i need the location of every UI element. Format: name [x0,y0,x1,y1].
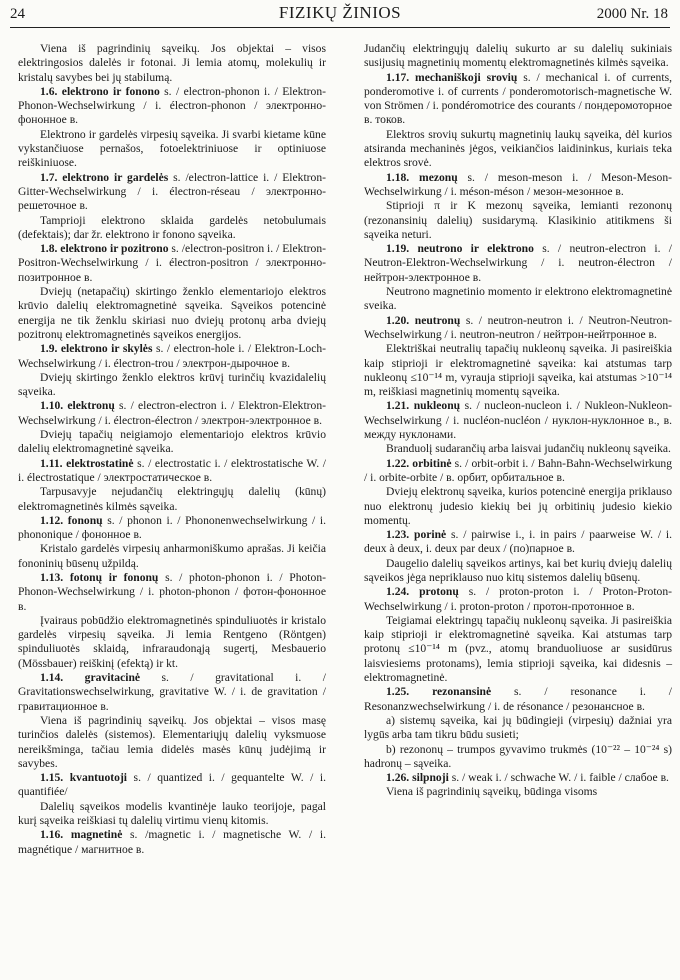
definition-paragraph: Neutrono magnetinio momento ir elektrono elektromagnetinė sveika. [364,285,672,313]
glossary-entry-heading [18,171,326,214]
term-name: 1.9. elektrono ir skylės [40,342,153,356]
term-translations: s. / neutron-neutron i. / Neutron-Neutron-Wechselwirkung / i. neutron-neutron / нейтрон-нейтронное в. [364,313,672,341]
term-translations: s. / electron-hole i. / Elektron-Loch-Wechselwirkung / i. électron-trou / электрон-дырочное в. [18,342,327,370]
glossary-entry-heading [364,399,672,442]
glossary-entry-heading [364,242,672,285]
term-translations: s. / gravitational i. / Gravitationswechselwirkung, gravitative W. / i. de gravitation / гравитационное в. [18,671,326,713]
definition-paragraph: a) sistemų sąveika, kai jų būdingieji (virpesių) dažniai yra lygūs arba tam tikru būdu susieti; [364,713,672,742]
definition-paragraph: Judančių elektringųjų dalelių sukurto ar su dalelių sukiniais susijusių magnetinių momentų elektromagnetinės kilmės sąveika. [364,42,672,70]
page-number: 24 [10,6,25,22]
term-name: 1.8. elektrono ir pozitrono [40,242,169,256]
page-header [0,0,680,30]
definition-paragraph: Branduolį sudarančių arba laisvai judančių nukleonų sąveika. [386,442,671,456]
definition-paragraph: Viena iš pagrindinių sąveikų, būdinga visoms [386,785,598,799]
term-translations: s. / electrostatic i. / elektrostatische W. / i. électrostatique / электростатическое в. [18,456,326,484]
term-name: 1.23. porinė [386,528,447,542]
term-name: 1.11. elektrostatinė [40,456,134,470]
term-name: 1.6. elektrono ir fonono [40,84,160,98]
definition-paragraph: Tarpusavyje nejudančių elektringųjų dalelių (kūnų) elektromagnetinės kilmės sąveika. [18,485,326,513]
term-translations: s. /magnetic i. / magnetische W. / i. magnétique / магнитное в. [18,828,326,856]
glossary-entry-heading [18,342,326,371]
definition-paragraph: Teigiamai elektringų tapačių nukleonų sąveika. Ji pasireiškia kaip stiprioji ir elektromagnetinė sąveika. Kai atstumas tarp protonų ≤10⁻¹⁴ m (pvz., atomų branduoliuose ar susidūrus laisviesiems protonams), lemia stiprioji sąveika, kai didesnis – elektromagnetinė. [364,613,672,685]
term-name: 1.18. mezonų [386,170,458,184]
term-name: 1.20. neutronų [386,313,461,327]
definition-paragraph: Dalelių sąveikos modelis kvantinėje lauko teorijoje, pagal kurį sąveika reiškiasi tų dalelių virtimu vienų kitomis. [18,799,326,828]
definition-paragraph: Dviejų elektronų sąveika, kurios potencinė energija priklauso nuo elektronų judesio kiekių bei jų orbitinių judesio kiekio momentų. [364,485,672,527]
glossary-entry-heading [18,85,326,128]
term-name: 1.10. elektronų [40,399,115,413]
definition-paragraph: Daugelio dalelių sąveikos artinys, kai bet kurių dviejų dalelių sąveikos jėga nepriklauso nuo kitų sistemos dalelių būsenų. [364,556,672,584]
term-translations: s. / mechanical i. of currents, ponderomotive i. of currents / ponderomotorisch-magnetische W. von Strömen / i. pondéromotrice des courants / пондеромоторное в. токов. [364,70,672,127]
glossary-entry-heading [18,771,326,800]
definition-paragraph: Viena iš pagrindinių sąveikų. Jos objektai – visos masę turinčios dalelės (sistemos). Elementariųjų dalelių vyksmuose nereikšminga, tačiau lemia didelės masės kūnų judėjimą ir savybes. [18,713,326,770]
definition-paragraph: Įvairaus pobūdžio elektromagnetinės spinduliuotės ir kristalo gardelės virpesių sąveika. Ji lemia Rentgeno (Röntgen) spinduliuotės sklaidą, infraraudonąją sugertį, Mesbauerio (Mössbauer) reiškinį (efektą) ir kt. [18,613,326,670]
term-name: 1.15. kvantuotoji [40,771,128,785]
term-translations: s. / electron-electron i. / Elektron-Elektron-Wechselwirkung / i. électron-électron / электрон-электронное в. [18,399,326,427]
term-name: 1.22. orbitinė [386,456,452,470]
term-translations: s. / nucleon-nucleon i. / Nukleon-Nukleon-Wechselwirkung / i. nucléon-nucléon / нуклон-нуклонное в., в. между нуклонами. [364,399,672,442]
definition-paragraph: Viena iš pagrindinių sąveikų. Jos objektai – visos elektringosios dalelės ir fotonai. Ji lemia atomų, molekulių ir kristalų savybes bei jų stabilumą. [18,42,326,84]
journal-title: FIZIKŲ ŽINIOS [278,3,402,22]
glossary-entry-heading [18,514,326,543]
definition-paragraph: Dviejų tapačių neigiamojo elementariojo elektros krūvio dalelių elektromagnetinė sąveika. [18,428,326,456]
term-name: 1.17. mechaniškoji srovių [386,70,518,84]
definition-paragraph: Tamprioji elektrono sklaida gardelės netobulumais (defektais); dar žr. elektrono ir fonono sąveika. [18,213,326,241]
glossary-entry-heading [364,771,672,785]
right-column [364,42,672,800]
term-name: 1.13. fotonų ir fononų [40,570,159,584]
definition-paragraph: Dviejų (netapačių) skirtingo ženklo elementariojo elektros krūvio dalelių elektromagnetinė sąveika. Sąveikos potencinė energija ne tik ženklu skiriasi nuo dviejų protonų arba dviejų pozitronų elektromagnetinės sąveikos energijos. [18,285,326,341]
term-name: 1.26. silpnoji [386,771,449,785]
glossary-entry-heading [364,171,672,200]
glossary-entry-heading [364,685,672,714]
term-translations: s. / neutron-electron i. / Neutron-Elektron-Wechselwirkung / i. neutron-électron / нейтрон-электронное в. [364,242,672,284]
term-name: 1.12. fononų [40,513,103,527]
header-rule [10,27,670,28]
term-translations: s. /electron-positron i. / Elektron-Positron-Wechselwirkung / i. électron-positron / электронно-позитронное в. [18,242,326,284]
term-name: 1.7. elektrono ir gardelės [40,170,169,184]
glossary-entry-heading [18,828,326,857]
definition-paragraph: Elektriškai neutralių tapačių nukleonų sąveika. Ji pasireiškia kaip stiprioji ir elektromagnetinė sąveika: kai atstumas tarp nukleonų ≤10⁻¹⁴ m, vyrauja stiprioji sąveika, kai atstumas >10⁻¹⁴ m, reiškiasi magnetinių momentų sąveika. [364,342,672,399]
glossary-entry-heading [18,671,326,714]
term-translations: s. / pairwise i., i. in pairs / paarweise W. / i. deux à deux, i. deux par deux / (по)парное в. [364,528,672,556]
term-name: 1.19. neutrono ir elektrono [386,242,534,256]
left-column [18,42,326,857]
term-translations: s. /electron-lattice i. / Elektron-Gitter-Wechselwirkung / i. électron-réseau / электронно-решеточное в. [18,170,326,213]
definition-paragraph: Stiprioji π ir K mezonų sąveika, lemianti rezononų (rezonansinių dalelių) susidarymą. Klasikinio atitikmens ši sąveika neturi. [364,199,672,241]
term-translations: s. / weak i. / schwache W. / i. faible / слабое в. [448,771,669,785]
definition-paragraph: Dviejų skirtingo ženklo elektros krūvį turinčių kvazidalelių sąveika. [18,370,326,399]
term-name: 1.14. gravitacinė [40,671,141,685]
term-translations: s. / proton-proton i. / Proton-Proton-Wechselwirkung / i. proton-proton / протон-протонное в. [364,585,673,613]
glossary-entry-heading [18,399,326,428]
glossary-entry-heading [364,528,672,557]
term-name: 1.25. rezonansinė [386,685,492,699]
glossary-entry-heading [364,585,672,614]
glossary-entry-heading [18,571,326,614]
term-translations: s. / quantized i. / gequantelte W. / i. quantifiée/ [18,771,327,799]
glossary-entry-heading [364,457,672,486]
term-translations: s. / photon-phonon i. / Photon-Phonon-Wechselwirkung / i. photon-phonon / фотон-фононное в. [18,570,326,613]
definition-paragraph: Elektros srovių sukurtų magnetinių laukų sąveika, dėl kurios atsiranda mechaninės jėgos, veikiančios laidininkus, kuriais teka elektros srovė. [364,127,672,170]
term-name: 1.16. magnetinė [40,828,123,842]
term-translations: s. / resonance i. / Resonanzwechselwirkung / i. de résonance / резонансное в. [364,685,672,713]
definition-paragraph: Elektrono ir gardelės virpesių sąveika. Ji svarbi kietame kūne vykstančiuose pernašos, fotoelektriniuose ir optiniuose reiškiniuose. [18,127,326,170]
glossary-entry-heading [18,242,326,285]
term-name: 1.21. nukleonų [386,399,461,413]
glossary-entry-heading [18,457,326,486]
term-translations: s. / orbit-orbit i. / Bahn-Bahn-Wechselwirkung / i. orbite-orbite / в. орбит, орбитальное в. [364,456,672,484]
definition-paragraph: Kristalo gardelės virpesių anharmoniškumo aprašas. Ji keičia fononinių būsenų užpildą. [18,542,326,570]
glossary-entry-heading [364,71,672,128]
issue-label: 2000 Nr. 18 [596,6,668,22]
term-translations: s. / electron-phonon i. / Elektron-Phonon-Wechselwirkung / i. électron-phonon / электронно-фононное в. [18,84,326,127]
term-name: 1.24. protonų [386,585,459,599]
definition-paragraph: b) rezononų – trumpos gyvavimo trukmės (10⁻²² – 10⁻²⁴ s) hadronų – sąveika. [364,742,672,770]
term-translations: s. / phonon i. / Phononenwechselwirkung / i. phononique / фононное в. [18,513,326,542]
glossary-entry-heading [364,314,672,343]
term-translations: s. / meson-meson i. / Meson-Meson-Wechselwirkung / i. méson-méson / мезон-мезонное в. [364,170,672,198]
